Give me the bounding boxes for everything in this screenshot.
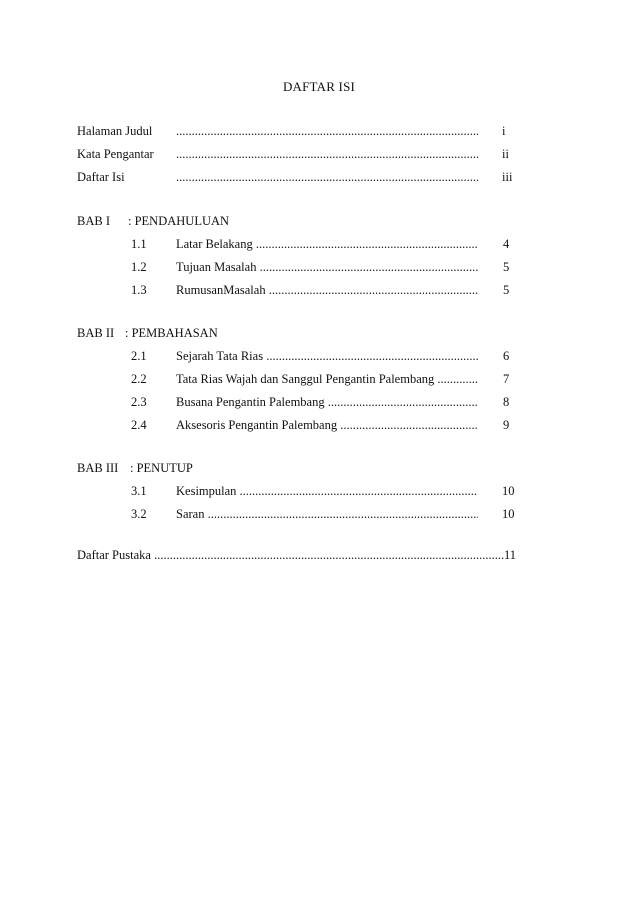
section-number: 2.4 — [131, 418, 147, 432]
section-title: Latar Belakang ..... — [176, 235, 478, 253]
chapter-heading-bab-3[interactable] — [0, 459, 638, 477]
chapter-title: : PEMBAHASAN — [125, 326, 218, 340]
toc-entry-section[interactable] — [0, 281, 638, 299]
toc-entry-page: 9 — [503, 418, 510, 432]
section-title: Tujuan Masalah ..... — [176, 258, 478, 276]
toc-entry-section[interactable] — [0, 347, 638, 365]
toc-entry-page: i — [502, 124, 506, 138]
toc-entry-label: Daftar Isi — [77, 170, 125, 184]
chapter-label: BAB II — [77, 326, 115, 340]
toc-entry-section[interactable] — [0, 235, 638, 253]
toc-entry-page: 11 — [504, 548, 517, 562]
toc-entry-label: Kata Pengantar — [77, 147, 154, 161]
section-title: Busana Pengantin Palembang ..... — [176, 393, 478, 411]
section-number: 2.3 — [131, 395, 147, 409]
toc-entry-page: ii — [502, 147, 509, 161]
chapter-label: BAB I — [77, 214, 110, 228]
toc-entry-label: Halaman Judul — [77, 124, 153, 138]
section-title: RumusanMasalah ..... — [176, 281, 478, 299]
section-number: 1.2 — [131, 260, 147, 274]
toc-entry-section[interactable] — [0, 482, 638, 500]
dot-leader — [176, 145, 478, 163]
section-number: 2.2 — [131, 372, 147, 386]
section-title: Saran ..... — [176, 505, 478, 523]
toc-entry-halaman-judul[interactable] — [0, 122, 638, 140]
section-title: Aksesoris Pengantin Palembang ..... — [176, 416, 478, 434]
toc-entry-section[interactable] — [0, 416, 638, 434]
toc-entry-page: 10 — [502, 507, 515, 521]
toc-entry-section[interactable] — [0, 505, 638, 523]
chapter-heading-bab-1[interactable] — [0, 212, 638, 230]
toc-entry-section[interactable] — [0, 370, 638, 388]
toc-entry-page: 5 — [503, 283, 510, 297]
dot-leader — [176, 122, 478, 140]
section-number: 3.2 — [131, 507, 147, 521]
section-title: Kesimpulan ..... — [176, 482, 478, 500]
toc-entry-page: 5 — [503, 260, 510, 274]
toc-entry-daftar-pustaka[interactable] — [0, 546, 638, 564]
toc-entry-kata-pengantar[interactable] — [0, 145, 638, 163]
page-title: DAFTAR ISI — [282, 79, 356, 94]
section-number: 3.1 — [131, 484, 147, 498]
toc-entry-section[interactable] — [0, 393, 638, 411]
chapter-title: : PENDAHULUAN — [128, 214, 230, 228]
chapter-heading-bab-2[interactable] — [0, 324, 638, 342]
chapter-title: : PENUTUP — [130, 461, 193, 475]
toc-entry-section[interactable] — [0, 258, 638, 276]
section-title: Tata Rias Wajah dan Sanggul Pengantin Palembang ..... — [176, 370, 478, 388]
toc-entry-page: 4 — [503, 237, 510, 251]
section-title: Sejarah Tata Rias ..... — [176, 347, 478, 365]
toc-entry-page: 6 — [503, 349, 510, 363]
chapter-label: BAB III — [77, 461, 119, 475]
toc-entry-page: 8 — [503, 395, 510, 409]
toc-entry-page: 7 — [503, 372, 510, 386]
toc-entry-daftar-isi[interactable] — [0, 168, 638, 186]
dot-leader — [176, 168, 478, 186]
section-number: 1.3 — [131, 283, 147, 297]
toc-entry-page: 10 — [502, 484, 515, 498]
section-number: 2.1 — [131, 349, 147, 363]
bibliography-label: Daftar Pustaka ..... — [77, 546, 504, 564]
toc-entry-page: iii — [502, 170, 513, 184]
section-number: 1.1 — [131, 237, 147, 251]
